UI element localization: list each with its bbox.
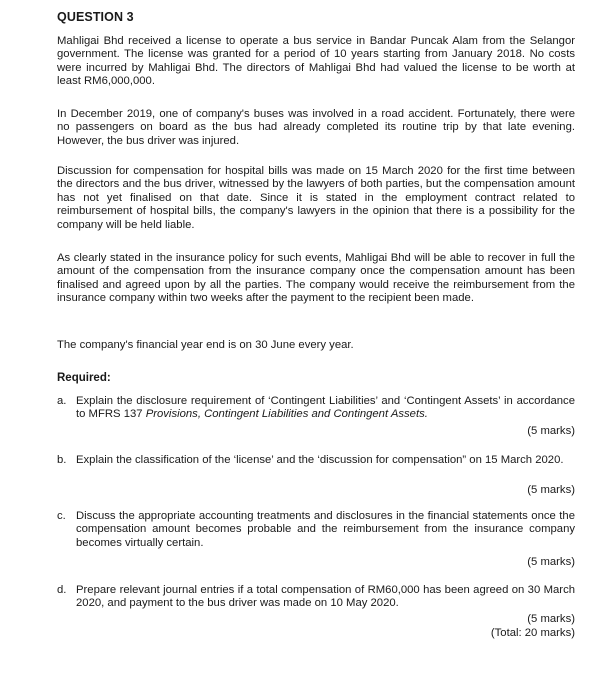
question-a-text-main: Explain the disclosure requirement of ‘Contingent Liabilities’ and ‘Contingent Assets’ in accordance to MFRS 137 [76, 395, 575, 421]
question-a [57, 395, 575, 422]
question-b-letter: b. [57, 454, 67, 466]
question-d [57, 584, 575, 611]
question-a-text-italic: Provisions, Contingent Liabilities and Contingent Assets. [145, 408, 428, 421]
question-a-letter: a. [57, 395, 67, 407]
question-a-marks: (5 marks) [527, 425, 575, 437]
question-b-marks: (5 marks) [527, 484, 575, 496]
question-c-marks: (5 marks) [527, 556, 575, 568]
paragraph-year-end: The company's financial year end is on 30 June every year. [57, 339, 354, 351]
total-marks: (Total: 20 marks) [490, 627, 575, 639]
question-d-marks: (5 marks) [527, 613, 575, 625]
paragraph-insurance: As clearly stated in the insurance policy for such events, Mahligai Bhd will be able to recover in full the amount of the compensation from the insurance company once the compensation amount has been finalised and agreed upon by all the parties. The company would receive the reimbursement from the insurance company within two weeks after the payment to the recipient been made. [57, 252, 575, 305]
question-c [57, 510, 575, 550]
paragraph-compensation-discussion: Discussion for compensation for hospital bills was made on 15 March 2020 for the first time between the directors and the bus driver, witnessed by the lawyers of both parties, but the compensation amount has not yet finalised on that date. Since it is stated in the employment contract related to reimbursement of hospital bills, the company's lawyers in the opinion that there is a possibility for the company will be held liable. [57, 165, 575, 231]
question-c-text: Discuss the appropriate accounting treatments and disclosures in the financial statements once the compensation amount becomes probable and the reimbursement from the insurance company becomes virtually certain. [76, 510, 575, 549]
question-d-letter: d. [57, 584, 67, 596]
paragraph-license: Mahligai Bhd received a license to operate a bus service in Bandar Puncak Alam from the Selangor government. The license was granted for a period of 10 years starting from January 2018. No costs were incurred by Mahligai Bhd. The directors of Mahligai Bhd had valued the license to be worth at least RM6,000,000. [57, 35, 575, 88]
question-d-text: Prepare relevant journal entries if a total compensation of RM60,000 has been agreed on 30 March 2020, and payment to the bus driver was made on 10 May 2020. [76, 584, 575, 610]
required-label: Required: [57, 372, 111, 384]
question-b-text: Explain the classification of the ‘license’ and the ‘discussion for compensation” on 15 March 2020. [76, 454, 564, 466]
question-c-letter: c. [57, 510, 66, 522]
question-a-text [76, 395, 575, 422]
question-b [57, 454, 575, 467]
paragraph-accident: In December 2019, one of company's buses was involved in a road accident. Fortunately, there were no passengers on board as the bus had already completed its routine trip by that late evening. However, the bus driver was injured. [57, 108, 575, 147]
question-heading: QUESTION 3 [57, 10, 134, 24]
